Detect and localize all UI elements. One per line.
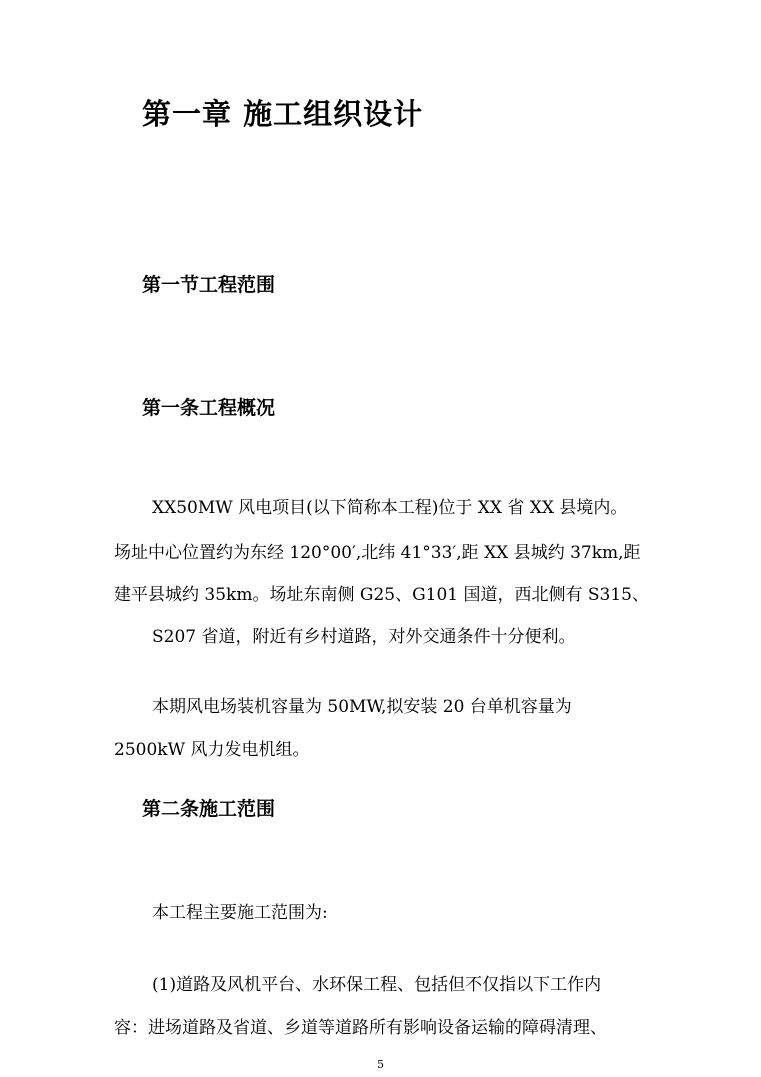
- article-1-para-2-line-1: 本期风电场装机容量为 50MW,拟安装 20 台单机容量为: [152, 697, 572, 717]
- article-2-item-1-line-1: (1)道路及风机平台、水环保工程、包括但不仅指以下工作内: [152, 975, 602, 995]
- article-1-title: 第一条工程概况: [142, 397, 276, 419]
- article-2-item-1-line-2: 容：进场道路及省道、乡道等道路所有影响设备运输的障碍清理、: [114, 1018, 607, 1038]
- article-1-para-1-line-2: 场址中心位置约为东经 120°00′,北纬 41°33′,距 XX 县城约 37km,距: [114, 543, 641, 563]
- article-2-intro: 本工程主要施工范围为:: [152, 903, 328, 923]
- chapter-title: 第一章 施工组织设计: [142, 97, 424, 131]
- section-title: 第一节工程范围: [142, 274, 276, 296]
- article-1-para-1-line-4: S207 省道，附近有乡村道路，对外交通条件十分便利。: [152, 627, 576, 647]
- article-1-para-2-line-2: 2500kW 风力发电机组。: [114, 740, 310, 760]
- article-1-para-1-line-3: 建平县城约 35km。场址东南侧 G25、G101 国道，西北侧有 S315、: [114, 585, 650, 605]
- article-1-para-1-line-1: XX50MW 风电项目(以下简称本工程)位于 XX 省 XX 县境内。: [152, 498, 628, 518]
- page-number: 5: [377, 1058, 384, 1071]
- article-2-title: 第二条施工范围: [142, 798, 276, 820]
